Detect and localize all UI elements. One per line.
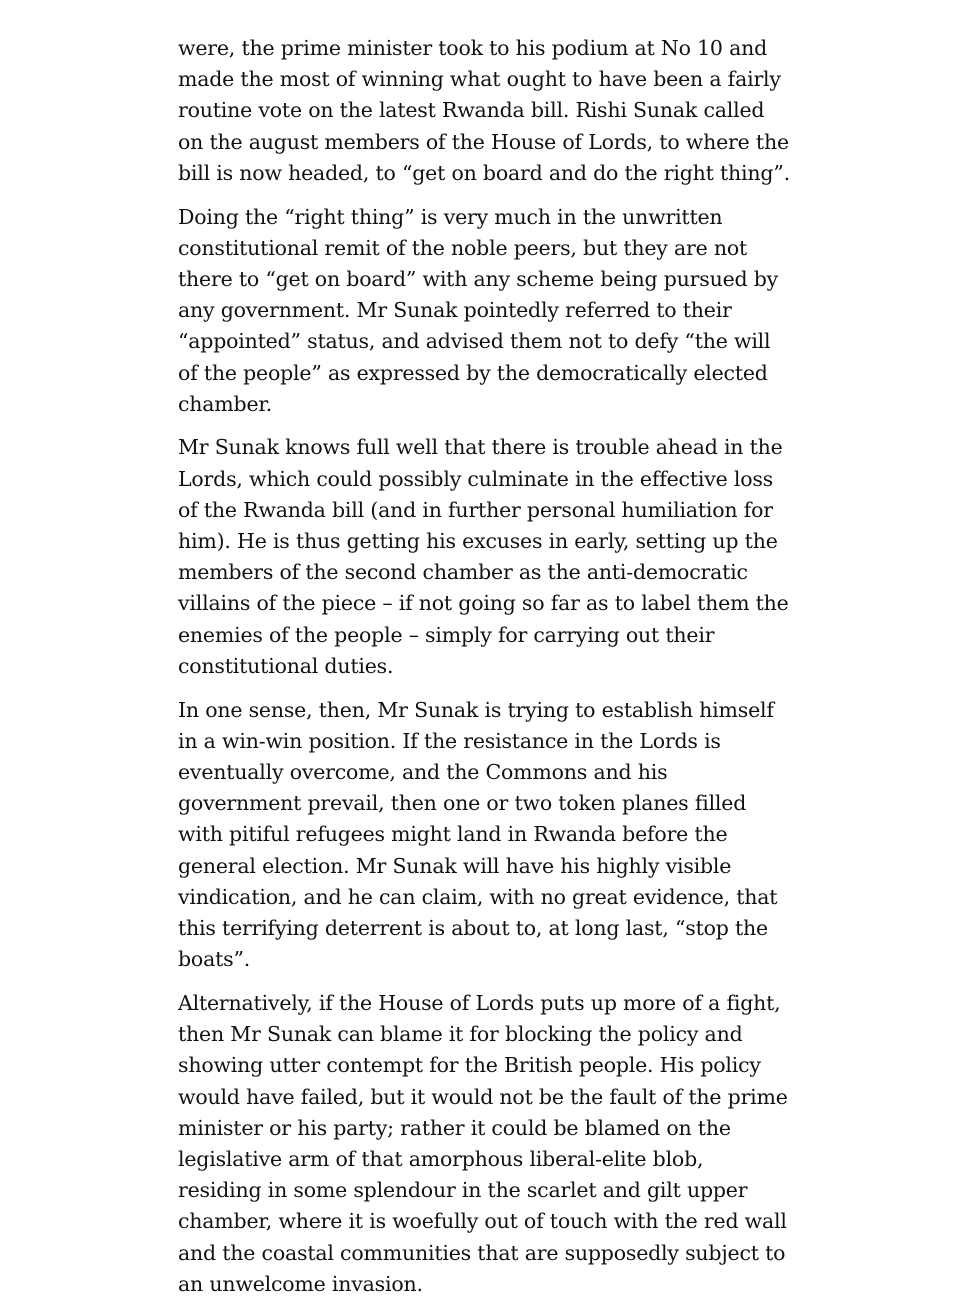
article-paragraph: In one sense, then, Mr Sunak is trying to establish himself in a win-win position. If the resistance in the Lords is eventually overcome, and the Commons and his government prevail, then one or two token planes filled with pitiful refugees might land in Rwanda before the general election. Mr Sunak will have his highly visible vindication, and he can claim, with no great evidence, that this terrifying deterrent is about to, at long last, “stop the boats”. — [178, 697, 778, 972]
article-paragraph: Alternatively, if the House of Lords puts up more of a fight, then Mr Sunak can blame it for blocking the policy and showing utter contempt for the British people. His policy would have failed, but it would not be the fault of the prime minister or his party; rather it could be blamed on the legislative arm of that amorphous liberal-elite blob, residing in some splendour in the scarlet and gilt upper chamber, where it is woefully out of touch with the red wall and the coastal communities that are supposedly subject to an unwelcome invasion. — [178, 990, 788, 1296]
article-paragraph: Doing the “right thing” is very much in the unwritten constitutional remit of the noble peers, but they are not there to “get on board” with any scheme being pursued by any government. Mr Sunak pointedly referred to their “appointed” status, and advised them not to defy “the will of the people” as expressed by the democratically elected chamber. — [178, 204, 779, 416]
article-paragraph: were, the prime minister took to his podium at No 10 and made the most of winning what ought to have been a fairly routine vote on the latest Rwanda bill. Rishi Sunak called on the august members of the House of Lords, to where the bill is now headed, to “get on board and do the right thing”. — [178, 36, 790, 185]
article-body — [178, 33, 793, 1312]
article-paragraph: Mr Sunak knows full well that there is trouble ahead in the Lords, which could possibly culminate in the effective loss of the Rwanda bill (and in further personal humiliation for him). He is thus getting his excuses in early, setting up the members of the second chamber as the anti-democratic villains of the piece – if not going so far as to label them the enemies of the people – simply for carrying out their constitutional duties. — [178, 435, 789, 678]
